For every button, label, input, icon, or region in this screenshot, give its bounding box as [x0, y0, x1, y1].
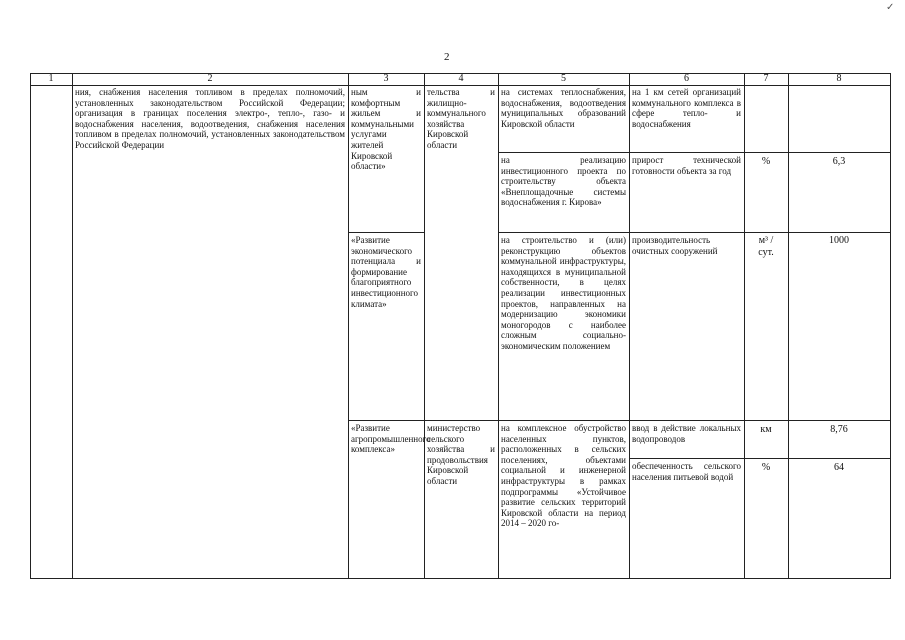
cell-indicator-networks: на 1 км сетей организаций коммунального комплекса в сфере тепло- и водоснабжения — [632, 87, 741, 129]
cell-value-capacity: 1000 — [829, 235, 849, 246]
header-col-2: 2 — [207, 73, 213, 84]
cell-indicator-readiness: прирост технической готовности объекта за год — [632, 155, 741, 176]
cell-purpose-monotowns: на строительство и (или) реконструкцию объектов коммунальной инфраструктуры, находящихся в муниципальной собственности, в целях реализации инвестиционных проектов, направленных на модернизацию экономики моногородов с наиболее сложным социально-экономическим положением — [501, 235, 626, 351]
cell-unit-percent: % — [761, 156, 771, 167]
header-col-3: 3 — [383, 73, 389, 84]
row-rule — [629, 458, 890, 459]
header-col-6: 6 — [684, 73, 689, 84]
cell-purpose-kirov-water: на реализацию инвестиционного проекта по строительству объекта «Внеплощадочные системы водоснабжения г. Кирова» — [501, 155, 626, 208]
cell-value-drinking-water: 64 — [834, 462, 844, 473]
cell-ministry-construction: тельства и жилищно-коммунального хозяйства Кировской области — [427, 87, 495, 150]
table-col-rule — [890, 73, 891, 578]
cell-purpose-networks: на системах теплоснабжения, водоснабжения, водоотведения муниципальных образований Кировской области — [501, 87, 626, 129]
header-col-1: 1 — [48, 73, 54, 84]
cell-indicator-drinking-water: обеспеченность сельского населения питьевой водой — [632, 461, 741, 482]
table-col-rule — [424, 73, 425, 578]
cell-program-agro: «Развитие агропромышленного комплекса» — [351, 423, 431, 455]
header-col-4: 4 — [458, 73, 464, 84]
cell-ministry-agriculture: министерство сельского хозяйства и продовольствия Кировской области — [427, 423, 495, 486]
table-header-rule — [30, 85, 891, 86]
table-col-rule — [348, 73, 349, 578]
table-col-rule — [629, 73, 630, 578]
row-rule — [348, 420, 498, 421]
cell-program-economy: «Развитие экономического потенциала и формирование благоприятного инвестиционного климата» — [351, 235, 421, 309]
table-col-rule — [788, 73, 789, 578]
table-col-rule — [498, 73, 499, 578]
cell-value-pipelines: 8,76 — [830, 424, 848, 435]
row-rule — [348, 232, 424, 233]
cell-indicator-pipelines: ввод в действие локальных водопроводов — [632, 423, 741, 444]
table-col-rule — [744, 73, 745, 578]
row-rule — [498, 420, 629, 421]
row-rule — [629, 232, 890, 233]
cell-authority-text: ния, снабжения населения топливом в пределах полномочий, установленных законодательством Российской Федерации; организация в границах поселения электро-, тепло-, газо- и водоснабжения населения, водоотведения, снабжения населения топливом в пределах полномочий, установленных законодательством Российской Федерации — [75, 87, 345, 150]
header-col-5: 5 — [561, 73, 566, 84]
header-col-8: 8 — [836, 73, 842, 84]
cell-unit-m3-day: м³ / сут. — [758, 235, 774, 258]
row-rule — [498, 152, 629, 153]
cell-unit-km: км — [760, 424, 772, 435]
cell-purpose-rural: на комплексное обустройство населенных пунктов, расположенных в сельских поселениях, объектами социальной и инженерной инфраструктуры в рамках подпрограммы «Устойчивое развитие сельских территорий Кировской области на период 2014 – 2020 го- — [501, 423, 626, 529]
header-col-7: 7 — [763, 73, 769, 84]
cell-unit-percent: % — [761, 462, 771, 473]
cell-value-readiness: 6,3 — [832, 156, 846, 167]
row-rule — [498, 232, 629, 233]
table-border-bottom — [30, 578, 891, 579]
row-rule — [629, 152, 890, 153]
table-col-rule — [72, 73, 73, 578]
row-rule — [629, 420, 890, 421]
cell-program-housing: ным и комфортным жильем и коммунальными услугами жителей Кировской области» — [351, 87, 421, 172]
scan-mark: ✓ — [886, 2, 895, 13]
table-col-rule — [30, 73, 31, 578]
page-number: 2 — [444, 51, 450, 63]
cell-indicator-capacity: производительность очистных сооружений — [632, 235, 718, 256]
